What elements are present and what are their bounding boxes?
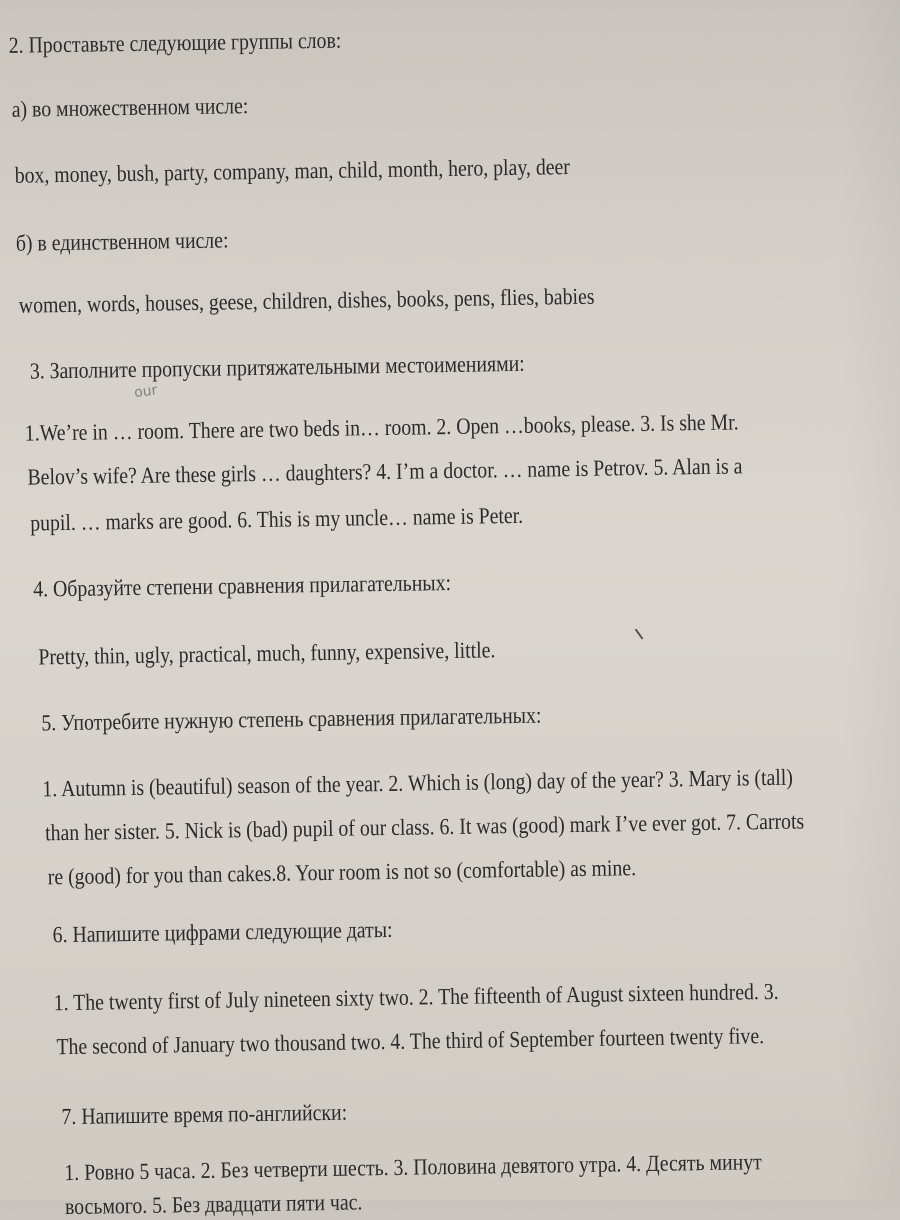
section-7-line-1: 1. Ровно 5 часа. 2. Без четверти шесть. 3. Половина девятого утра. 4. Десять минут xyxy=(64,1149,762,1186)
section-2b-label: б) в единственном числе: xyxy=(15,227,229,256)
section-3-line-3: pupil. … marks are good. 6. This is my uncle… name is Peter. xyxy=(30,502,524,536)
section-3-line-2: Belov’s wife? Are these girls … daughters? 4. I’m a doctor. … name is Petrov. 5. Alan is a xyxy=(27,453,743,490)
section-5-line-1: 1. Autumn is (beautiful) season of the year. 2. Which is (long) day of the year? 3. Mary is (tall) xyxy=(42,764,794,802)
section-7-line-2: восьмого. 5. Без двадцати пяти час. xyxy=(64,1189,363,1220)
pen-mark xyxy=(635,629,644,640)
section-5-line-3: re (good) for you than cakes.8. Your room is not so (comfortable) as mine. xyxy=(47,855,637,890)
section-7-heading: 7. Напишите время по-английски: xyxy=(61,1099,348,1130)
section-2-heading: 2. Проставьте следующие группы слов: xyxy=(8,27,342,58)
section-6-heading: 6. Напишите цифрами следующие даты: xyxy=(52,916,393,948)
section-2b-words: women, words, houses, geese, children, dishes, books, pens, flies, babies xyxy=(18,283,595,318)
section-6-line-2: The second of January two thousand two. 4. The third of September fourteen twenty five. xyxy=(56,1023,765,1060)
section-3-line-1: 1.We’re in … room. There are two beds in… room. 2. Open …books, please. 3. Is she Mr. xyxy=(24,409,739,446)
section-4-words: Pretty, thin, ugly, practical, much, funny, expensive, little. xyxy=(38,637,496,670)
section-2a-label: а) во множественном числе: xyxy=(11,93,249,122)
section-5-line-2: than her sister. 5. Nick is (bad) pupil of our class. 6. It was (good) mark I’ve ever got. 7. Carrots xyxy=(44,808,805,846)
section-5-heading: 5. Употребите нужную степень сравнения прилагательных: xyxy=(41,702,542,736)
section-2a-words: box, money, bush, party, company, man, child, month, hero, play, deer xyxy=(14,154,571,188)
handwritten-note: our xyxy=(133,382,159,402)
section-6-line-1: 1. The twenty first of July nineteen sixty two. 2. The fifteenth of August sixteen hundred. 3. xyxy=(53,978,779,1016)
section-4-heading: 4. Образуйте степени сравнения прилагательных: xyxy=(33,569,452,602)
section-3-heading: 3. Заполните пропуски притяжательными местоимениями: xyxy=(29,350,525,384)
